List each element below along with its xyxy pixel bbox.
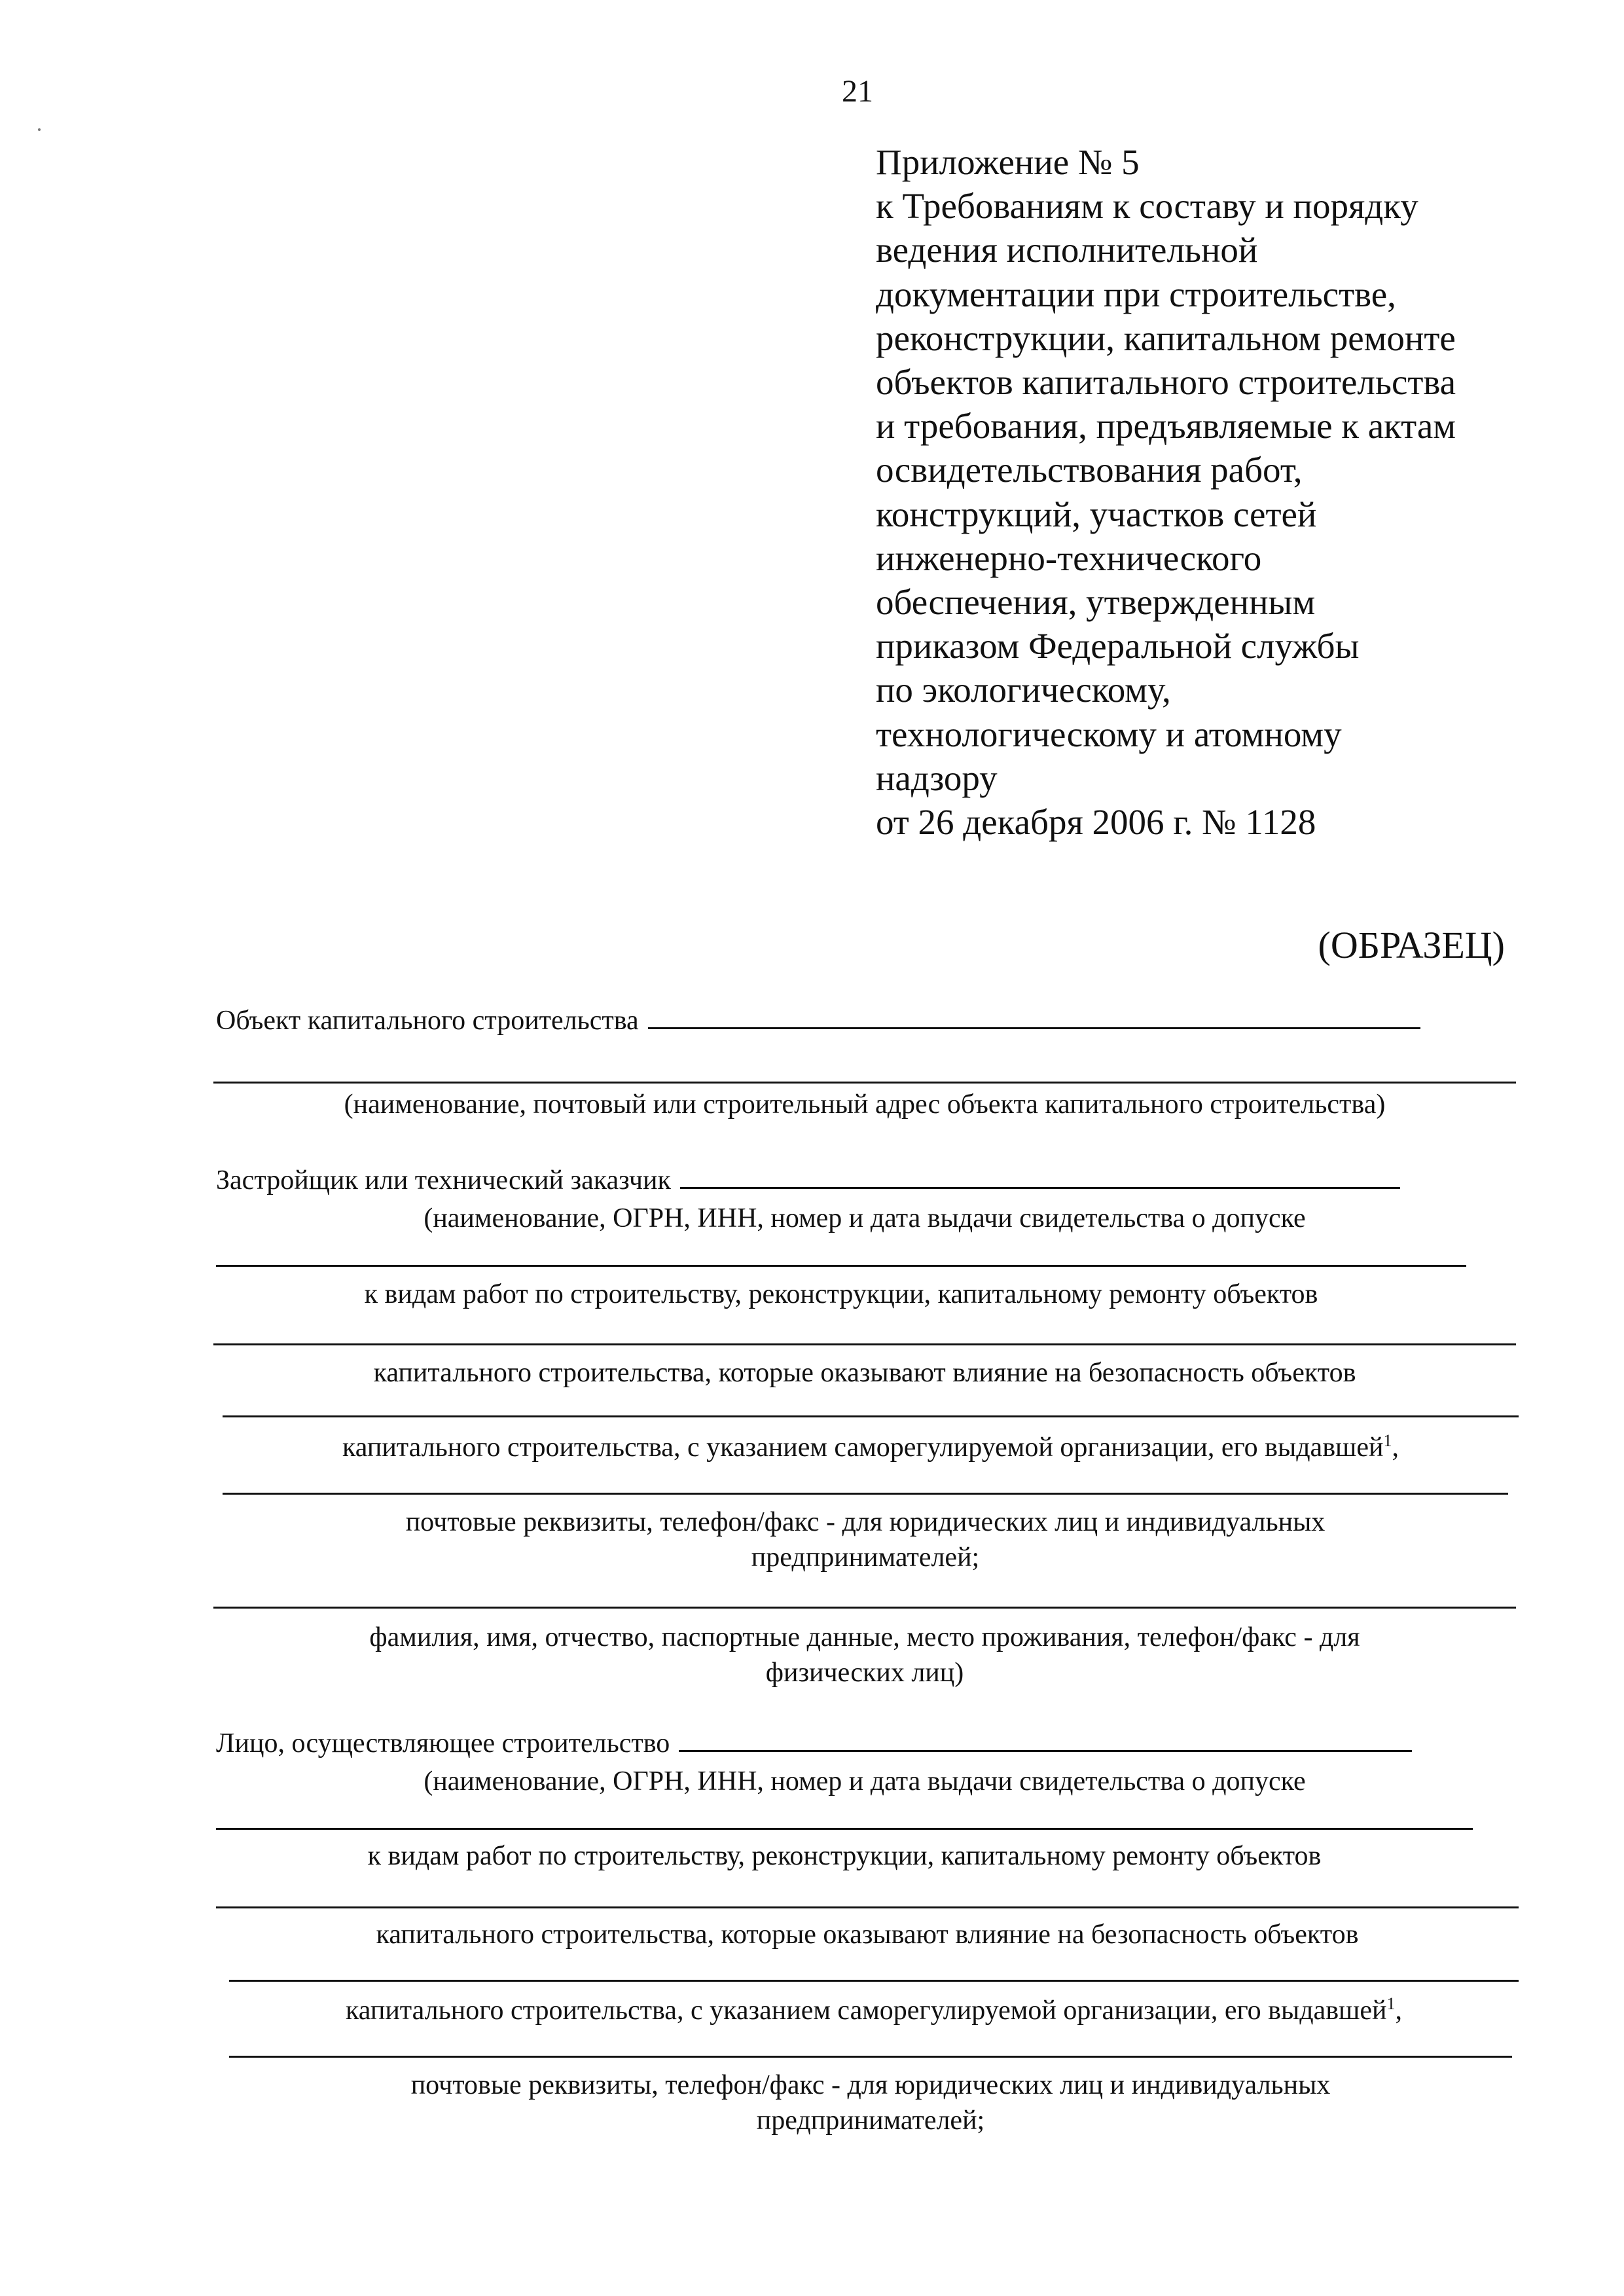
- scan-artifact-dot: [38, 128, 41, 131]
- developer-blank-line[interactable]: [223, 1493, 1508, 1495]
- builder-field: [216, 1728, 1412, 1758]
- appendix-line: реконструкции, капитальном ремонте: [876, 318, 1456, 358]
- builder-blank-line[interactable]: [229, 2056, 1512, 2058]
- developer-blank-line[interactable]: [213, 1343, 1516, 1345]
- developer-label: Застройщик или технический заказчик: [216, 1165, 671, 1195]
- builder-caption-4: [229, 1993, 1519, 2028]
- footnote-mark: 1: [1386, 1994, 1396, 2013]
- footnote-mark: 1: [1383, 1431, 1392, 1450]
- appendix-line: Приложение № 5: [876, 142, 1140, 182]
- builder-caption-5: почтовые реквизиты, телефон/факс - для юридических лиц и индивидуальных: [410, 2070, 1331, 2100]
- builder-blank-line[interactable]: [229, 1980, 1519, 1982]
- object-blank-line[interactable]: [213, 1082, 1516, 1084]
- builder-blank-line[interactable]: [216, 1828, 1473, 1830]
- developer-blank-line[interactable]: [216, 1265, 1466, 1267]
- developer-blank-line[interactable]: [223, 1415, 1519, 1417]
- sample-mark: (ОБРАЗЕЦ): [1318, 924, 1505, 966]
- developer-caption-4: [223, 1430, 1519, 1465]
- developer-field: [216, 1165, 1400, 1195]
- page-number: 21: [842, 74, 873, 109]
- appendix-line: конструкций, участков сетей: [876, 494, 1317, 534]
- object-caption: (наименование, почтовый или строительный адрес объекта капитального строительства): [344, 1089, 1386, 1120]
- developer-caption-5: почтовые реквизиты, телефон/факс - для юридических лиц и индивидуальных: [405, 1507, 1326, 1537]
- developer-caption-1: (наименование, ОГРН, ИНН, номер и дата выдачи свидетельства о допуске: [424, 1203, 1306, 1233]
- builder-caption-1: (наименование, ОГРН, ИНН, номер и дата выдачи свидетельства о допуске: [424, 1766, 1306, 1796]
- appendix-line: технологическому и атомному: [876, 714, 1342, 754]
- builder-label: Лицо, осуществляющее строительство: [216, 1728, 670, 1758]
- appendix-line: документации при строительстве,: [876, 274, 1396, 314]
- appendix-line: приказом Федеральной службы: [876, 626, 1360, 666]
- developer-blank-line[interactable]: [213, 1607, 1516, 1609]
- object-field: [216, 1006, 1420, 1036]
- appendix-header: [876, 140, 1596, 844]
- object-fill-line[interactable]: [648, 1027, 1420, 1029]
- appendix-line: освидетельствования работ,: [876, 450, 1303, 490]
- appendix-line: ведения исполнительной: [876, 230, 1258, 270]
- builder-blank-line[interactable]: [216, 1906, 1519, 1908]
- appendix-line: от 26 декабря 2006 г. № 1128: [876, 802, 1316, 843]
- appendix-line: инженерно-технического: [876, 538, 1262, 578]
- builder-caption-6: предпринимателей;: [756, 2105, 985, 2136]
- developer-caption-4-text: капитального строительства, с указанием саморегулируемой организации, его выдавшей: [342, 1432, 1384, 1463]
- appendix-line: по экологическому,: [876, 670, 1171, 710]
- appendix-line: и требования, предъявляемые к актам: [876, 406, 1456, 446]
- developer-caption-2: к видам работ по строительству, реконструкции, капитальному ремонту объектов: [364, 1279, 1318, 1309]
- caption-comma: ,: [1392, 1432, 1399, 1463]
- builder-caption-3: капитального строительства, которые оказывают влияние на безопасность объектов: [376, 1920, 1359, 1950]
- object-label: Объект капитального строительства: [216, 1006, 639, 1036]
- appendix-line: надзору: [876, 757, 998, 798]
- developer-caption-3: капитального строительства, которые оказывают влияние на безопасность объектов: [373, 1358, 1356, 1388]
- developer-caption-6: предпринимателей;: [751, 1542, 980, 1573]
- caption-comma: ,: [1395, 1995, 1402, 2026]
- builder-fill-line[interactable]: [679, 1749, 1412, 1752]
- appendix-line: объектов капитального строительства: [876, 362, 1456, 403]
- builder-caption-4-text: капитального строительства, с указанием саморегулируемой организации, его выдавшей: [345, 1995, 1387, 2026]
- appendix-line: к Требованиям к составу и порядку: [876, 186, 1418, 227]
- appendix-line: обеспечения, утвержденным: [876, 582, 1316, 623]
- developer-caption-7: фамилия, имя, отчество, паспортные данные, место проживания, телефон/факс - для: [369, 1622, 1360, 1652]
- builder-caption-2: к видам работ по строительству, реконструкции, капитальному ремонту объектов: [367, 1841, 1322, 1871]
- developer-fill-line[interactable]: [680, 1186, 1400, 1189]
- developer-caption-8: физических лиц): [765, 1658, 964, 1688]
